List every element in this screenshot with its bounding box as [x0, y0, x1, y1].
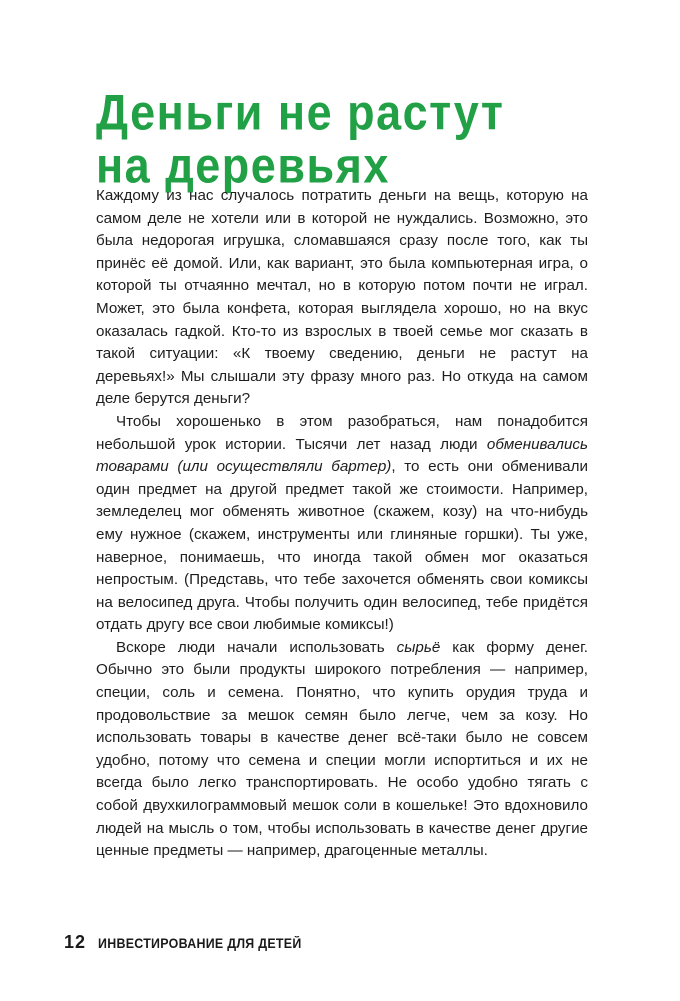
page-number: 12 [64, 932, 87, 952]
paragraph-2-start: Чтобы хорошенько в этом разобраться, нам понадобится небольшой урок истории. Тысячи лет назад люди [96, 412, 588, 453]
running-head: ИНВЕСТИРОВАНИЕ ДЛЯ ДЕТЕЙ [98, 936, 302, 951]
paragraph-1: Каждому из нас случалось потратить деньги на вещь, которую на самом деле не хотели или в которой не нуждались. Возможно, это была недорогая игрушка, сломавшаяся сразу после того, как ты принёс её домой. Или, как вариант, это была компьютерная игра, о которой ты отчаянно мечтал, но в которую потом почти не играл. Может, это была конфета, которая выглядела хорошо, но на вкус оказалась гадкой. Кто-то из взрослых в твоей семье мог сказать в такой ситуации: «К твоему сведению, деньги не растут на деревьях!» Мы слышали эту фразу много раз. Но откуда на самом деле берутся деньги? [96, 187, 588, 408]
paragraph-3-start: Вскоре люди начали использовать [116, 638, 397, 656]
title-line-2: на деревьях [96, 136, 390, 194]
page-footer [64, 932, 319, 953]
paragraph-3-italic: сырьё [396, 638, 441, 656]
body-text [96, 185, 588, 863]
page-title [96, 83, 616, 194]
paragraph-3-end: как форму денег. Обычно это были продукты широкого потребления — например, специи, соль и семена. Понятно, что купить орудия труда и продовольствие за мешок семян было легче, чем за козу. Но использовать товары в качестве денег всё-таки было не совсем удобно, потому что семена и специи могли испортиться и их не всегда было легко транспортировать. Не особо удобно тягать с собой двухкилограммовый мешок соли в кошельке! Это вдохновило людей на мысль о том, чтобы использовать в качестве денег другие ценные предметы — например, драгоценные металлы. [96, 638, 588, 860]
paragraph-2-end: , то есть они обменивали один предмет на другой предмет такой же стоимости. Например, земледелец мог обменять животное (скажем, козу) на что-нибудь ему нужное (скажем, инструменты или глиняные горшки). Ты уже, наверное, понимаешь, что иногда такой обмен мог оказаться непростым. (Представь, что тебе захочется обменять свои комиксы на велосипед друга. Чтобы получить один велосипед, тебе придётся отдать другу все свои любимые комиксы!) [96, 458, 588, 634]
paragraph-2-italic: обменивались товарами (или осуществляли бартер) [96, 435, 588, 476]
paragraph-2 [96, 411, 588, 637]
title-line-1: Деньги не растут [96, 83, 505, 141]
paragraph-3 [96, 637, 588, 863]
